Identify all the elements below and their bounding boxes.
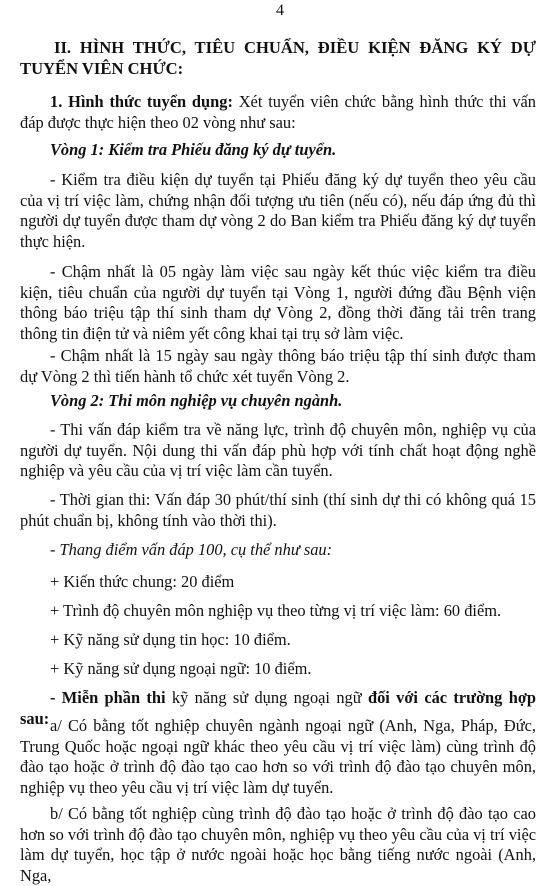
score-scale-title-text: - Thang điểm vấn đáp 100, cụ thể như sau: bbox=[50, 540, 333, 559]
score-item: + Trình độ chuyên môn nghiệp vụ theo từng vị trí việc làm: 60 điểm. bbox=[50, 601, 502, 620]
round1-paragraph-3: - Chậm nhất là 15 ngày sau ngày thông báo triệu tập thí sinh được tham dự Vòng 2 thì tiến hành tổ chức xét tuyển Vòng 2. bbox=[20, 346, 536, 386]
round2-paragraph-1: - Thi vấn đáp kiểm tra về năng lực, trình độ chuyên môn, nghiệp vụ của người dự tuyển. Nội dung thi vấn đáp phù hợp với tính chất hoạt động nghề nghiệp và yêu cầu của vị trí việc làm cần tuyển. bbox=[20, 420, 536, 480]
round1-title bbox=[20, 140, 536, 161]
round2-title-text: Vòng 2: Thi môn nghiệp vụ chuyên ngành. bbox=[50, 391, 343, 410]
item1-label: 1. Hình thức tuyển dụng: bbox=[50, 92, 233, 111]
section-heading: II. HÌNH THỨC, TIÊU CHUẨN, ĐIỀU KIỆN ĐĂNG KÝ DỰ TUYỂN VIÊN CHỨC: bbox=[20, 38, 536, 78]
round1-paragraph-2: - Chậm nhất là 05 ngày làm việc sau ngày kết thúc việc kiểm tra điều kiện, tiêu chuẩn của người dự tuyển tại Vòng 1, người đứng đầu Bệnh viện thông báo triệu tập thí sinh tham dự Vòng 2, đồng thời đăng tải trên trang thông tin điện tử và niêm yết công khai tại trụ sở làm việc. bbox=[20, 262, 536, 343]
exemption-bold-1: - Miễn phần thi bbox=[50, 688, 166, 707]
exemption-bold-2: đối với các trường hợp sau: bbox=[20, 688, 537, 728]
exemption-text-1: kỹ năng sử dụng ngoại ngữ bbox=[165, 688, 368, 707]
score-item: + Kỹ năng sử dụng tin học: 10 điểm. bbox=[50, 630, 291, 649]
item1-paragraph bbox=[20, 92, 536, 133]
round2-paragraph-2: - Thời gian thi: Vấn đáp 30 phút/thí sinh (thí sinh dự thi có không quá 15 phút chuẩn bị, không tính vào thời thi). bbox=[20, 490, 536, 530]
score-item: + Kỹ năng sử dụng ngoại ngữ: 10 điểm. bbox=[50, 659, 312, 678]
score-item: + Kiến thức chung: 20 điểm bbox=[50, 572, 235, 591]
exemption-case-b: b/ Có bằng tốt nghiệp cùng trình độ đào tạo hoặc ở trình độ đào tạo cao hơn so với trình độ đào tạo chuyên môn, nghiệp vụ theo yêu cầu của vị trí việc làm dự tuyển, học tập ở nước ngoài hoặc học bằng tiếng nước ngoài (Anh, Nga, bbox=[20, 804, 536, 885]
exemption-case-a: a/ Có bằng tốt nghiệp chuyên ngành ngoại ngữ (Anh, Nga, Pháp, Đức, Trung Quốc hoặc ngoại ngữ khác theo yêu cầu vị trí việc làm) cùng trình độ đào tạo hoặc ở trình độ đào tạo cao hơn so với trình độ đào tạo chuyên môn, nghiệp vụ theo yêu cầu vị trí việc làm dự tuyển. bbox=[20, 716, 536, 797]
round1-paragraph-1: - Kiểm tra điều kiện dự tuyển tại Phiếu đăng ký dự tuyển theo yêu cầu của vị trí việc làm, chứng nhận đối tượng ưu tiên (nếu có), nếu đáp ứng đủ thì người dự tuyển được tham dự vòng 2 do Ban kiểm tra Phiếu đăng ký dự tuyển thực hiện. bbox=[20, 170, 536, 251]
page-number: 4 bbox=[276, 2, 284, 19]
round2-title bbox=[20, 391, 536, 412]
score-scale-title bbox=[20, 540, 536, 561]
round1-title-text: Vòng 1: Kiểm tra Phiếu đăng ký dự tuyển. bbox=[50, 140, 337, 159]
item1-text: Xét tuyển viên chức bằng hình thức thi vấn đáp được thực hiện theo 02 vòng như sau: bbox=[20, 92, 536, 132]
